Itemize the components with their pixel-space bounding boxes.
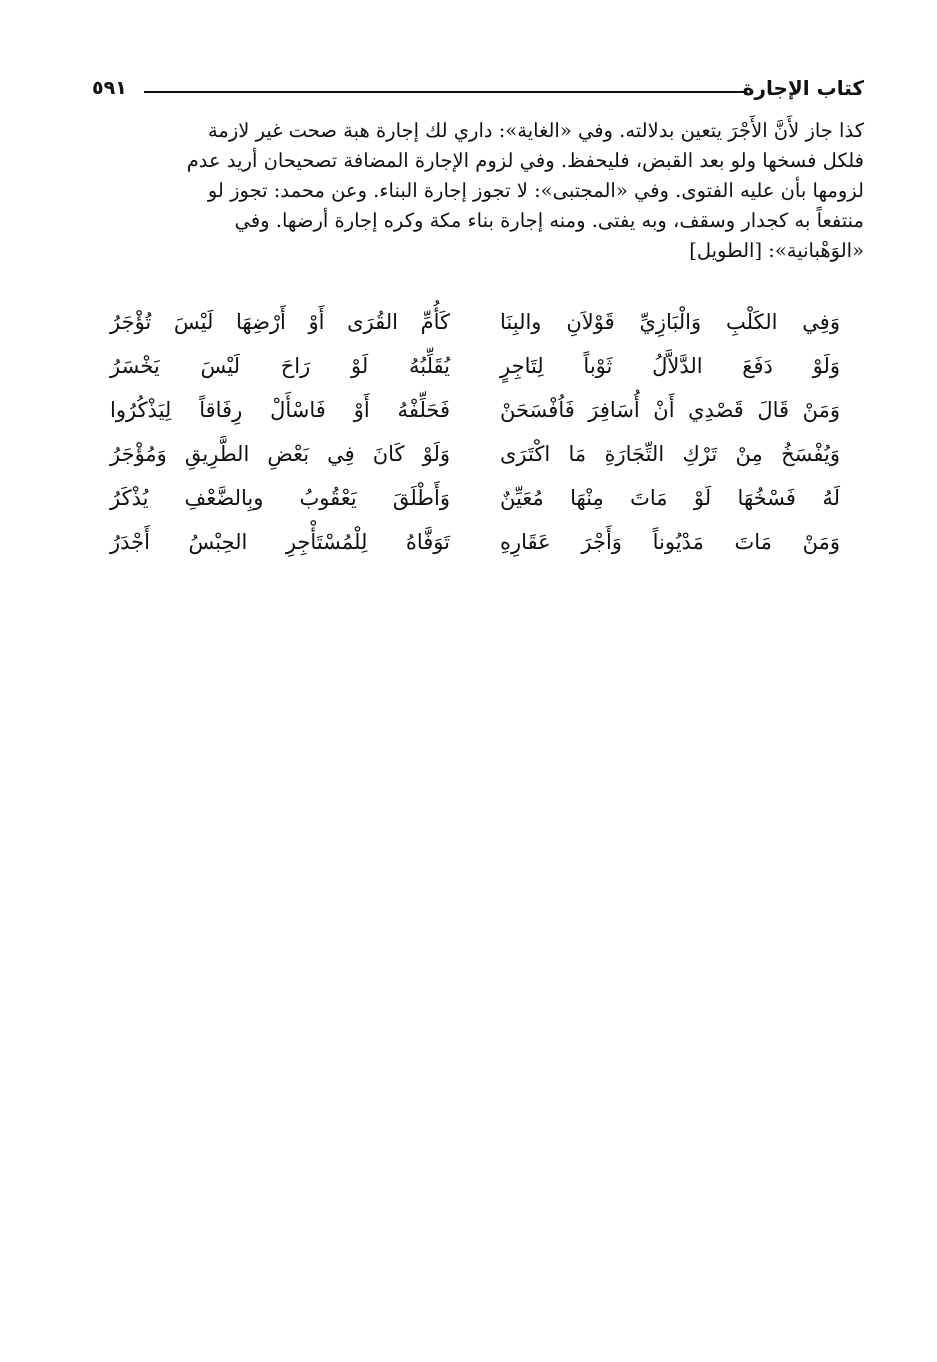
page-number: ٥٩١ xyxy=(92,77,127,99)
verse-second-hemistich: يُقَلِّبُهُ لَوْ رَاحَ لَيْسَ يَخْسَرُ xyxy=(110,354,450,378)
prose-line: فلكل فسخها ولو بعد القبض، فليحفظ. وفي لزوم الإجارة المضافة تصحيحان أريد عدم xyxy=(186,149,864,172)
verse-second-hemistich: وَأَطْلَقَ يَعْقُوبُ وبِالضَّعْفِ يُذْكَرُ xyxy=(110,486,450,510)
verse-second-hemistich: وَلَوْ كَانَ فِي بَعْضِ الطَّرِيقِ وَمُؤْجَرُ xyxy=(110,442,450,466)
verse-first-hemistich: وَمَنْ مَاتَ مَدْيُوناً وَأَجْرَ عَقَارِهِ xyxy=(500,530,840,554)
page-header xyxy=(92,74,864,108)
verse-first-hemistich: وَيُفْسَخُ مِنْ تَرْكِ التِّجَارَةِ مَا اكْتَرَى xyxy=(500,442,840,466)
verse xyxy=(110,344,840,388)
verse-first-hemistich: وَفِي الكَلْبِ وَالْبَازِيِّ قَوْلاَنِ والبِنَا xyxy=(500,310,840,334)
poem xyxy=(110,300,840,564)
verse xyxy=(110,432,840,476)
header-rule xyxy=(144,91,746,93)
prose-paragraph xyxy=(92,116,864,266)
verse xyxy=(110,476,840,520)
prose-line: «الوَهْبانية»: [الطويل] xyxy=(689,239,864,262)
verse-second-hemistich: فَحَلِّفْهُ أَوْ فَاسْأَلْ رِفَاقاً لِيَذْكُرُوا xyxy=(110,398,450,422)
verse-second-hemistich: كَأُمِّ القُرَى أَوْ أَرْضِهَا لَيْسَ تُؤْجَرُ xyxy=(110,310,450,334)
verse-first-hemistich: وَلَوْ دَفَعَ الدَّلاَّلُ ثَوْباً لِتَاجِرٍ xyxy=(500,354,840,378)
prose-line: كذا جاز لأَنَّ الأَجْرَ يتعين بدلالته. وفي «الغاية»: داري لك إجارة هبة صحت غير لازمة xyxy=(207,119,864,142)
verse-first-hemistich: لَهُ فَسْخُهَا لَوْ مَاتَ مِنْهَا مُعَيِّنٌ xyxy=(500,486,840,510)
prose-line: لزومها بأن عليه الفتوى. وفي «المجتبى»: لا تجوز إجارة البناء. وعن محمد: تجوز لو xyxy=(207,179,864,202)
verse-first-hemistich: وَمَنْ قَالَ قَصْدِي أَنْ أُسَافِرَ فَاُفْسَحَنْ xyxy=(500,398,840,422)
verse xyxy=(110,520,840,564)
verse xyxy=(110,388,840,432)
verse-second-hemistich: تَوَفَّاهُ لِلْمُسْتَأْجِرِ الحِبْسُ أَجْدَرُ xyxy=(110,530,450,554)
verse xyxy=(110,300,840,344)
running-title: كتاب الإجارة xyxy=(742,76,864,100)
prose-line: منتفعاً به كجدار وسقف، وبه يفتى. ومنه إجارة بناء مكة وكره إجارة أرضها. وفي xyxy=(234,209,864,232)
